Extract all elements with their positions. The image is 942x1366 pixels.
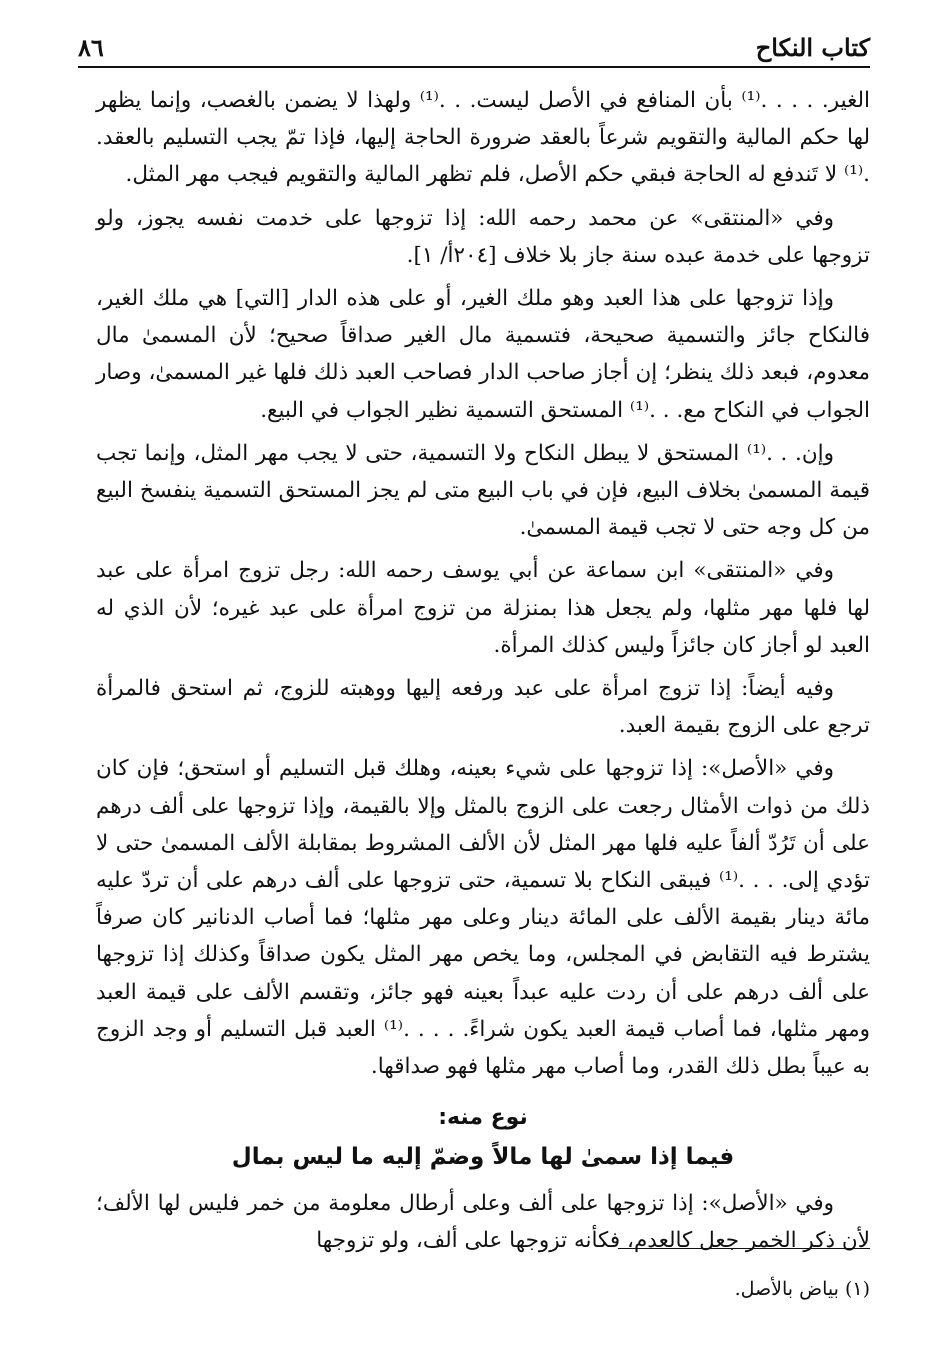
section-subheading: فيما إذا سمىٰ لها مالاً وضمّ إليه ما ليس بمال	[231, 1144, 735, 1171]
paragraph: وفي «الأصل»: إذا تزوجها على شيء بعينه، وهلك قبل التسليم أو استحق؛ فإن كان ذلك من ذوات الأمثال رجعت على الزوج بالمثل وإلا بالقيمة، وإذا تزوجها على ألف درهم على أن تَرُدّ ألفاً عليه فلها مهر المثل لأن الألف المشروط بمقابلة الألف المسمىٰ حتى لا تؤدي إلى. . . .⁽¹⁾ فيبقى النكاح بلا تسمية، حتى تزوجها على ألف درهم على أن تردّ عليه مائة دينار بقيمة الألف على المائة دينار وعلى مهر مثلها؛ فما أصاب الدنانير كان صرفاً يشترط فيه التقابض في المجلس، وما يخص مهر المثل يكون صداقاً وكذلك إذا تزوجها على ألف درهم على أن ردت عليه عبداً بعينه فهو جائز، وتقسم الألف على قيمة العبد ومهر مثلها، فما أصاب قيمة العبد يكون شراءً. . . . .⁽¹⁾ العبد قبل التسليم أو وجد الزوج به عيباً بطل ذلك القدر، وما أصاب مهر مثلها فهو صداقها.	[96, 756, 870, 1080]
main-text	[96, 82, 870, 1266]
footnote	[96, 1274, 870, 1304]
paragraph: الغير. . . . .⁽¹⁾ بأن المنافع في الأصل ليست. . .⁽¹⁾ ولهذا لا يضمن بالغصب، وإنما يظهر لها حكم المالية والتقويم شرعاً بالعقد ضرورة الحاجة إليها، فإذا تمّ يجب التسليم بالعقد. .⁽¹⁾ لا تَندفع له الحاجة فبقي حكم الأصل، فلم تظهر المالية والتقويم فيجب مهر المثل.	[96, 88, 870, 188]
paragraph: وإن. . .⁽¹⁾ المستحق لا يبطل النكاح ولا التسمية، حتى لا يجب مهر المثل، وإنما تجب قيمة المسمىٰ بخلاف البيع، فإن في باب البيع متى لم يجز المستحق التسمية ينفسخ البيع من كل وجه حتى لا تجب قيمة المسمىٰ.	[96, 440, 870, 541]
paragraph: وفي «المنتقى» ابن سماعة عن أبي يوسف رحمه الله: رجل تزوج امرأة على عبد لها فلها مهر مثلها، ولم يجعل هذا بمنزلة من تزوج امرأة على عبد غيره؛ لأن الذي له العبد لو أجاز كان جائزاً وليس كذلك المرأة.	[96, 558, 870, 658]
section-heading: نوع منه:	[438, 1105, 528, 1131]
footnote-marker: (١)	[844, 1278, 870, 1300]
paragraph: وفي «المنتقى» عن محمد رحمه الله: إذا تزوجها على خدمت نفسه يجوز، ولو تزوجها على خدمة عبده سنة جاز بلا خلاف [٢٠٤أ/ ١].	[96, 205, 870, 268]
page-header	[78, 22, 870, 68]
paragraph: وفي «الأصل»: إذا تزوجها على ألف وعلى أرطال معلومة من خمر فليس لها الألف؛ لأن ذكر الخمر جعل كالعدم، فكأنه تزوجها على ألف، ولو تزوجها	[96, 1191, 870, 1254]
footnote-divider	[618, 1248, 870, 1249]
paragraph: وإذا تزوجها على هذا العبد وهو ملك الغير، أو على هذه الدار [التي] هي ملك الغير، فالنكاح جائز والتسمية صحيحة، فتسمية مال الغير صداقاً صحيح؛ لأن المسمىٰ مال معدوم، فبعد ذلك ينظر؛ إن أجاز صاحب الدار فصاحب العبد ذلك فلها غير المسمىٰ، وصار الجواب في النكاح مع. . .⁽¹⁾ المستحق التسمية نظير الجواب في البيع.	[96, 286, 870, 423]
page-number: ٨٦	[78, 33, 104, 62]
book-title: كتاب النكاح	[755, 33, 870, 62]
footnote-text: بياض بالأصل.	[734, 1278, 839, 1300]
paragraph: وفيه أيضاً: إذا تزوج امرأة على عبد ورفعه إليها ووهبته للزوج، ثم استحق فالمرأة ترجع على الزوج بقيمة العبد.	[96, 676, 870, 739]
